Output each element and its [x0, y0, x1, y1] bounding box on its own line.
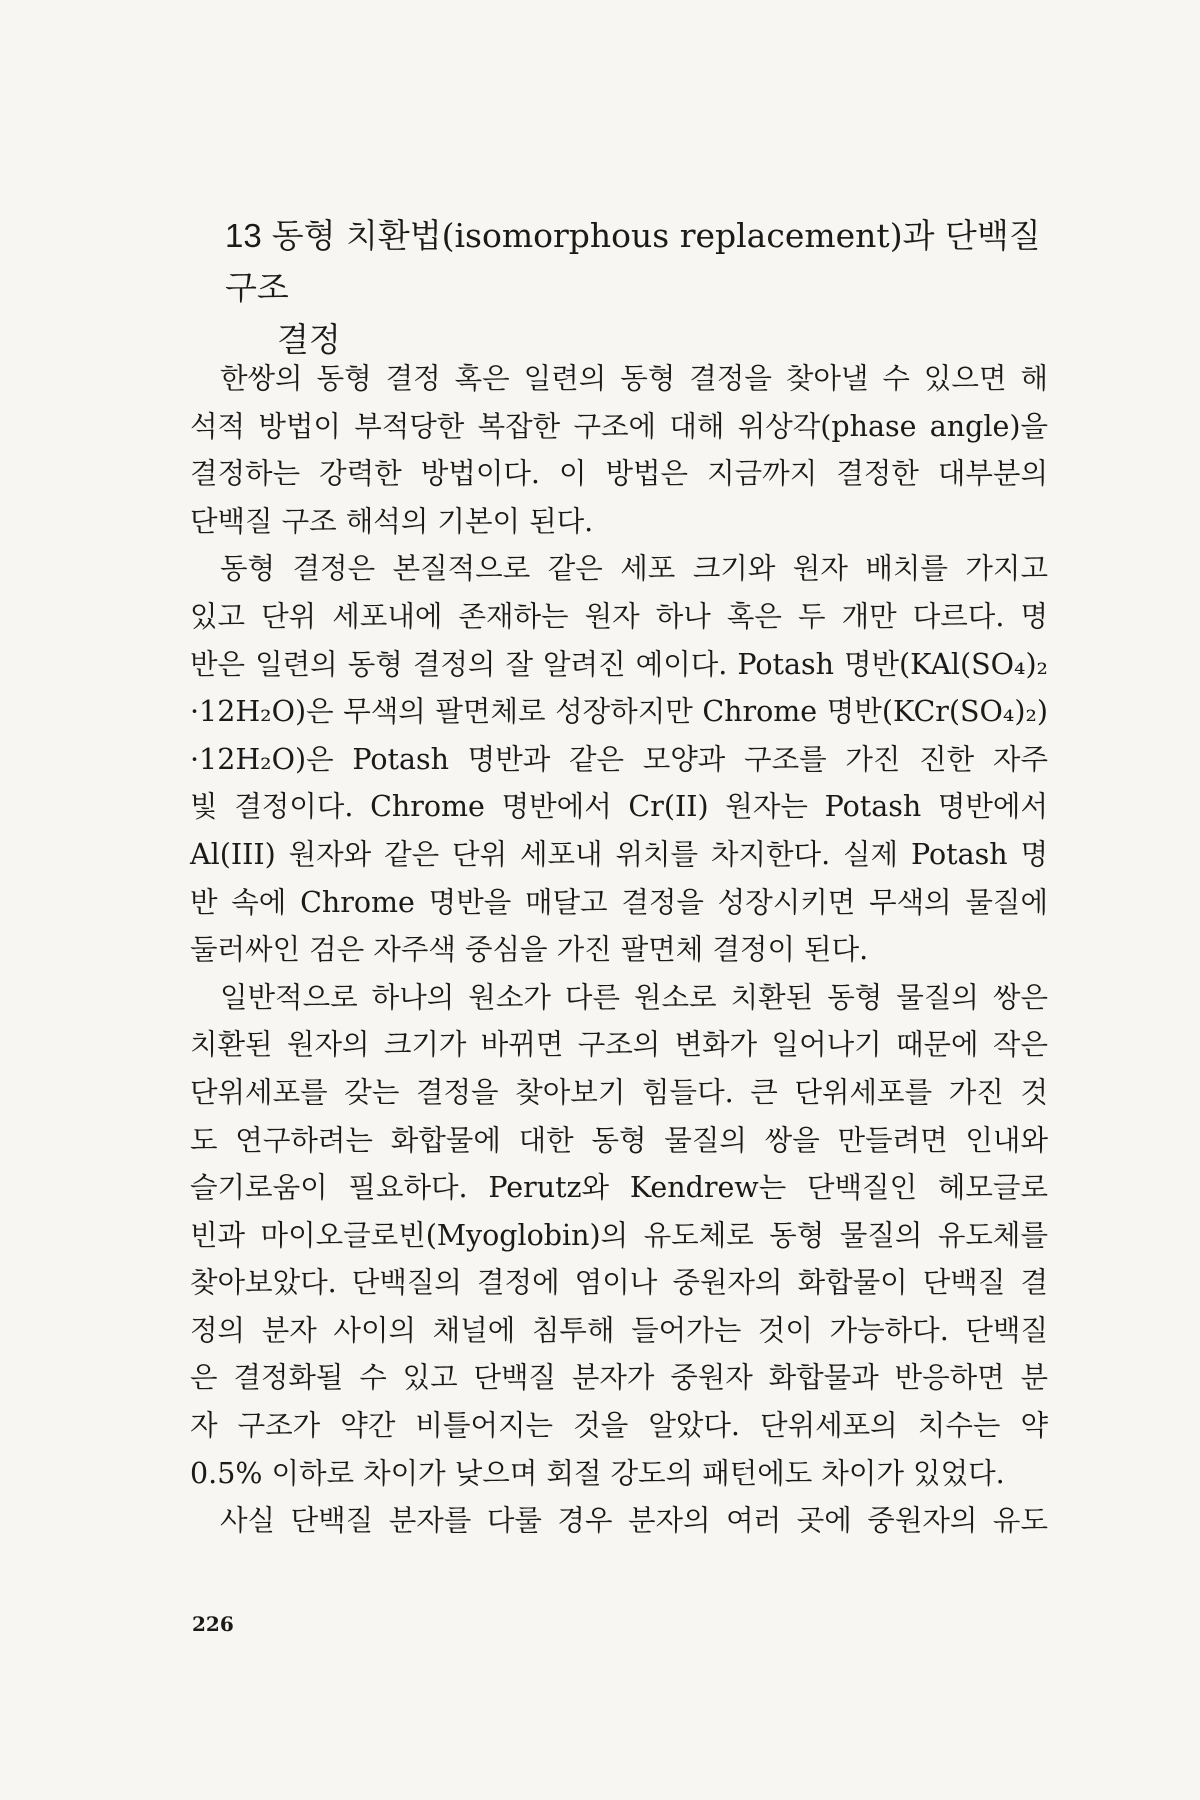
text-line: 사실 단백질 분자를 다룰 경우 분자의 여러 곳에 중원자의 유도	[220, 1504, 1048, 1538]
body-text	[190, 355, 1048, 1545]
text-line: 동형 결정은 본질적으로 같은 세포 크기와 원자 배치를 가지고	[220, 552, 1048, 586]
section-title-line2: 결정	[277, 320, 341, 359]
text-line: 둘러싸인 검은 자주색 중심을 가진 팔면체 결정이 된다.	[190, 933, 869, 967]
text-line: ·12H₂O)은 Potash 명반과 같은 모양과 구조를 가진 진한 자주	[190, 742, 1048, 776]
section-title-line1: 동형 치환법(isomorphous replacement)과 단백질 구조	[225, 216, 1041, 307]
paragraph-4	[190, 1497, 1048, 1545]
text-line: 석적 방법이 부적당한 복잡한 구조에 대해 위상각(phase angle)을	[190, 409, 1048, 443]
paragraph-3	[190, 974, 1048, 1498]
text-line: 단백질 구조 해석의 기본이 된다.	[190, 504, 594, 538]
text-line: 은 결정화될 수 있고 단백질 분자가 중원자 화합물과 반응하면 분	[190, 1361, 1048, 1395]
text-line: 슬기로움이 필요하다. Perutz와 Kendrew는 단백질인 헤모글로	[190, 1171, 1048, 1205]
paragraph-1	[190, 355, 1048, 545]
text-line: 빈과 마이오글로빈(Myoglobin)의 유도체로 동형 물질의 유도체를	[190, 1218, 1048, 1252]
section-heading	[225, 210, 1045, 366]
text-line: 결정하는 강력한 방법이다. 이 방법은 지금까지 결정한 대부분의	[190, 457, 1048, 491]
section-number: 13	[225, 217, 262, 254]
text-line: 0.5% 이하로 차이가 낮으며 회절 강도의 패턴에도 차이가 있었다.	[190, 1456, 1005, 1490]
text-line: 자 구조가 약간 비틀어지는 것을 알았다. 단위세포의 치수는 약	[190, 1409, 1048, 1443]
paragraph-2	[190, 545, 1048, 973]
text-line: 찾아보았다. 단백질의 결정에 염이나 중원자의 화합물이 단백질 결	[190, 1266, 1048, 1300]
text-line: 빛 결정이다. Chrome 명반에서 Cr(II) 원자는 Potash 명반에서	[190, 790, 1048, 824]
text-line: 일반적으로 하나의 원소가 다른 원소로 치환된 동형 물질의 쌍은	[220, 980, 1048, 1014]
text-line: 반 속에 Chrome 명반을 매달고 결정을 성장시키면 무색의 물질에	[190, 885, 1048, 919]
text-line: ·12H₂O)은 무색의 팔면체로 성장하지만 Chrome 명반(KCr(SO₄)₂)	[190, 695, 1048, 729]
text-line: 단위세포를 갖는 결정을 찾아보기 힘들다. 큰 단위세포를 가진 것	[190, 1075, 1048, 1109]
text-line: 반은 일련의 동형 결정의 잘 알려진 예이다. Potash 명반(KAl(SO₄)₂	[190, 647, 1048, 681]
text-line: Al(III) 원자와 같은 단위 세포내 위치를 차지한다. 실제 Potash 명	[190, 837, 1048, 871]
text-line: 있고 단위 세포내에 존재하는 원자 하나 혹은 두 개만 다르다. 명	[190, 599, 1048, 633]
text-line: 정의 분자 사이의 채널에 침투해 들어가는 것이 가능하다. 단백질	[190, 1313, 1048, 1347]
text-line: 치환된 원자의 크기가 바뀌면 구조의 변화가 일어나기 때문에 작은	[190, 1028, 1048, 1062]
text-line: 도 연구하려는 화합물에 대한 동형 물질의 쌍을 만들려면 인내와	[190, 1123, 1048, 1157]
text-line: 한쌍의 동형 결정 혹은 일련의 동형 결정을 찾아낼 수 있으면 해	[220, 362, 1048, 395]
page-number: 226	[192, 1612, 234, 1636]
